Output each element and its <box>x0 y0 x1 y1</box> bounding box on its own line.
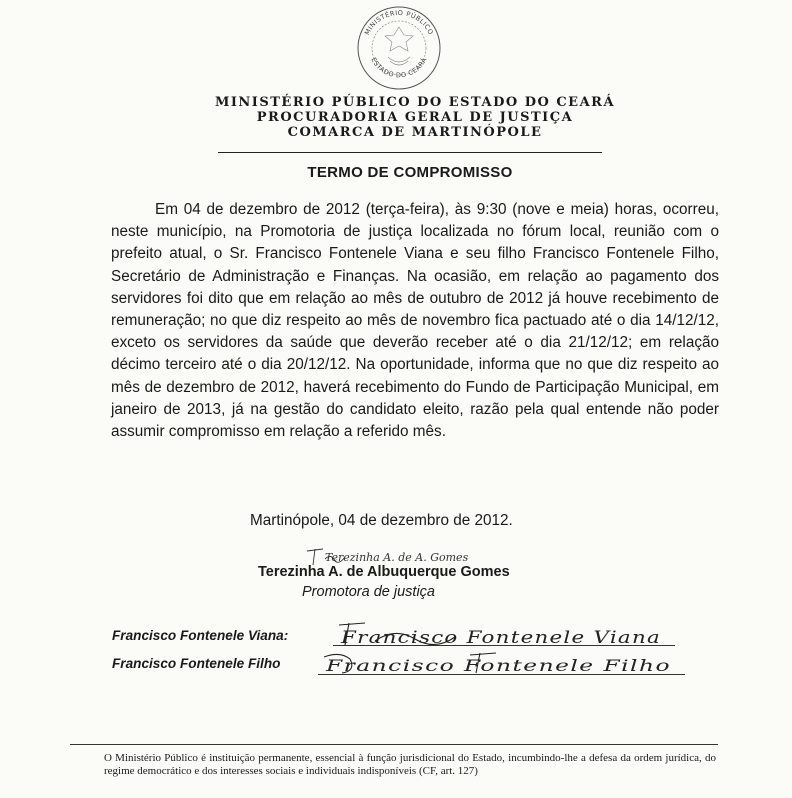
official-seal <box>352 5 446 91</box>
header-department: PROCURADORIA GERAL DE JUSTIÇA <box>256 110 574 125</box>
header-divider <box>218 152 602 153</box>
promotora-role: Promotora de justiça <box>302 584 435 600</box>
signer2-line <box>318 674 685 675</box>
signer1-signature <box>335 619 675 651</box>
svg-text:MINISTÉRIO PÚBLICO <box>363 9 435 36</box>
seal-top-text: MINISTÉRIO PÚBLICO <box>363 8 435 37</box>
signer2-signature-text: Francisco Fontenele Filho <box>324 656 671 675</box>
signer2-label: Francisco Fontenele Filho <box>112 656 281 671</box>
footer-note: O Ministério Público é instituição permanente, essencial à função jurisdicional do Estado, incumbindo-lhe a defesa da ordem jurídica, do regime democrático e dos interesses sociais e individuais indisponíveis (CF, art. 127) <box>104 752 716 777</box>
place-and-date: Martinópole, 04 de dezembro de 2012. <box>250 512 513 529</box>
signer1-line <box>333 645 675 646</box>
promotora-name: Terezinha A. de Albuquerque Gomes <box>258 564 510 580</box>
body-paragraph: Em 04 de dezembro de 2012 (terça-feira), às 9:30 (nove e meia) horas, ocorreu, neste município, na Promotoria de justiça localizada no fórum local, reunião com o prefeito atual, o Sr. Francisco Fontenele Viana e seu filho Francisco Fontenele Filho, Secretário de Administração e Finanças. Na ocasião, em relação ao pagamento dos servidores foi dito que em relação ao mês de outubro de 2012 já houve recebimento de remuneração; no que diz respeito ao mês de novembro fica pactuado até o dia 14/12/12, exceto os servidores da saúde que deverão receber até o dia 21/12/12; em relação décimo terceiro até o dia 20/12/12. Na oportunidade, informa que no que diz respeito ao mês de dezembro de 2012, haverá recebimento do Fundo de Participação Municipal, em janeiro de 2013, já na gestão do candidato eleito, razão pela qual entende não poder assumir compromisso em relação a referido mês. <box>111 201 719 441</box>
letterhead <box>110 95 720 140</box>
document-body <box>111 199 719 443</box>
promotora-signature-text: Terezinha A. de A. Gomes <box>325 551 469 564</box>
signer1-label: Francisco Fontenele Viana: <box>112 628 289 643</box>
document-title: TERMO DE COMPROMISSO <box>307 164 513 181</box>
seal-bottom-text: ESTADO DO CEARÁ <box>369 56 429 80</box>
header-district: COMARCA DE MARTINÓPOLE <box>287 125 543 140</box>
signer1-signature-text: Francisco Fontenele Viana <box>339 628 661 648</box>
svg-text:ESTADO DO CEARÁ <box>369 56 428 80</box>
header-institution: MINISTÉRIO PÚBLICO DO ESTADO DO CEARÁ <box>214 95 616 110</box>
footer-divider <box>70 744 718 745</box>
